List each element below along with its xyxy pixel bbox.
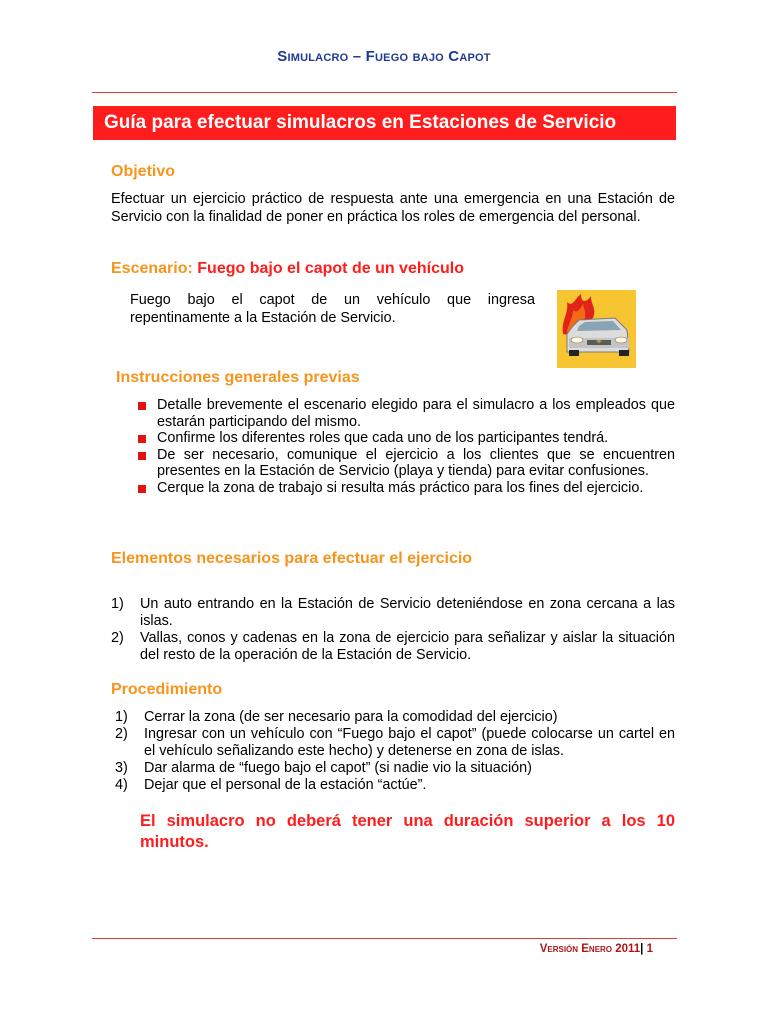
footer-version: Versión Enero 2011 — [539, 943, 641, 955]
list-item: Confirme los diferentes roles que cada uno de los participantes tendrá. — [136, 430, 675, 447]
list-item: Cerque la zona de trabajo si resulta más práctico para los fines del ejercicio. — [136, 480, 675, 497]
header-divider — [92, 92, 677, 93]
list-item: De ser necesario, comunique el ejercicio a los clientes que se encuentren presentes en la Estación de Servicio (playa y tienda) para evitar confusiones. — [136, 447, 675, 480]
escenario-label: Escenario: — [111, 260, 193, 277]
footer — [400, 943, 653, 955]
elementos-list — [111, 596, 675, 664]
bullet-square-icon — [138, 402, 146, 410]
document-header-title: Simulacro – Fuego bajo Capot — [277, 48, 491, 65]
list-item: 3) Dar alarma de “fuego bajo el capot” (si nadie vio la situación) — [115, 760, 532, 776]
footer-separator: | — [640, 943, 644, 955]
procedimiento-heading: Procedimiento — [111, 681, 223, 698]
instrucciones-heading: Instrucciones generales previas — [116, 369, 360, 386]
list-item: 4) Dejar que el personal de la estación “actúe”. — [115, 777, 427, 793]
list-item: 2) Ingresar con un vehículo con “Fuego bajo el capot” (puede colocarse un cartel en el vehículo señalizando este hecho) y detenerse en zona de islas. — [115, 726, 675, 759]
footer-divider — [92, 938, 677, 939]
procedimiento-list — [115, 709, 675, 794]
escenario-heading — [111, 260, 464, 278]
instrucciones-list — [136, 397, 675, 496]
duration-note: El simulacro no deberá tener una duración superior a los 10 minutos. — [140, 812, 675, 851]
car-on-fire-icon — [557, 290, 636, 368]
list-item: 1) Cerrar la zona (de ser necesario para la comodidad del ejercicio) — [115, 709, 558, 725]
elementos-heading: Elementos necesarios para efectuar el ejercicio — [111, 550, 473, 567]
list-item: Detalle brevemente el escenario elegido para el simulacro a los empleados que estarán participando del mismo. — [136, 397, 675, 430]
guide-banner — [93, 106, 676, 140]
escenario-text: Fuego bajo el capot de un vehículo que ingresa repentinamente a la Estación de Servicio. — [130, 292, 535, 326]
bullet-square-icon — [138, 485, 146, 493]
objetivo-heading: Objetivo — [111, 163, 176, 180]
list-item: 1) Un auto entrando en la Estación de Servicio deteniéndose en zona cercana a las islas. — [111, 596, 675, 629]
list-item: 2) Vallas, conos y cadenas en la zona de ejercicio para señalizar y aislar la situación del resto de la operación de la Estación de Servicio. — [111, 630, 675, 663]
escenario-title: Fuego bajo el capot de un vehículo — [197, 260, 464, 277]
page-number: 1 — [646, 943, 653, 955]
bullet-square-icon — [138, 435, 146, 443]
banner-title: Guía para efectuar simulacros en Estaciones de Servicio — [104, 112, 617, 133]
bullet-square-icon — [138, 452, 146, 460]
objetivo-text: Efectuar un ejercicio práctico de respuesta ante una emergencia en una Estación de Servicio con la finalidad de poner en práctica los roles de emergencia del personal. — [111, 191, 675, 225]
